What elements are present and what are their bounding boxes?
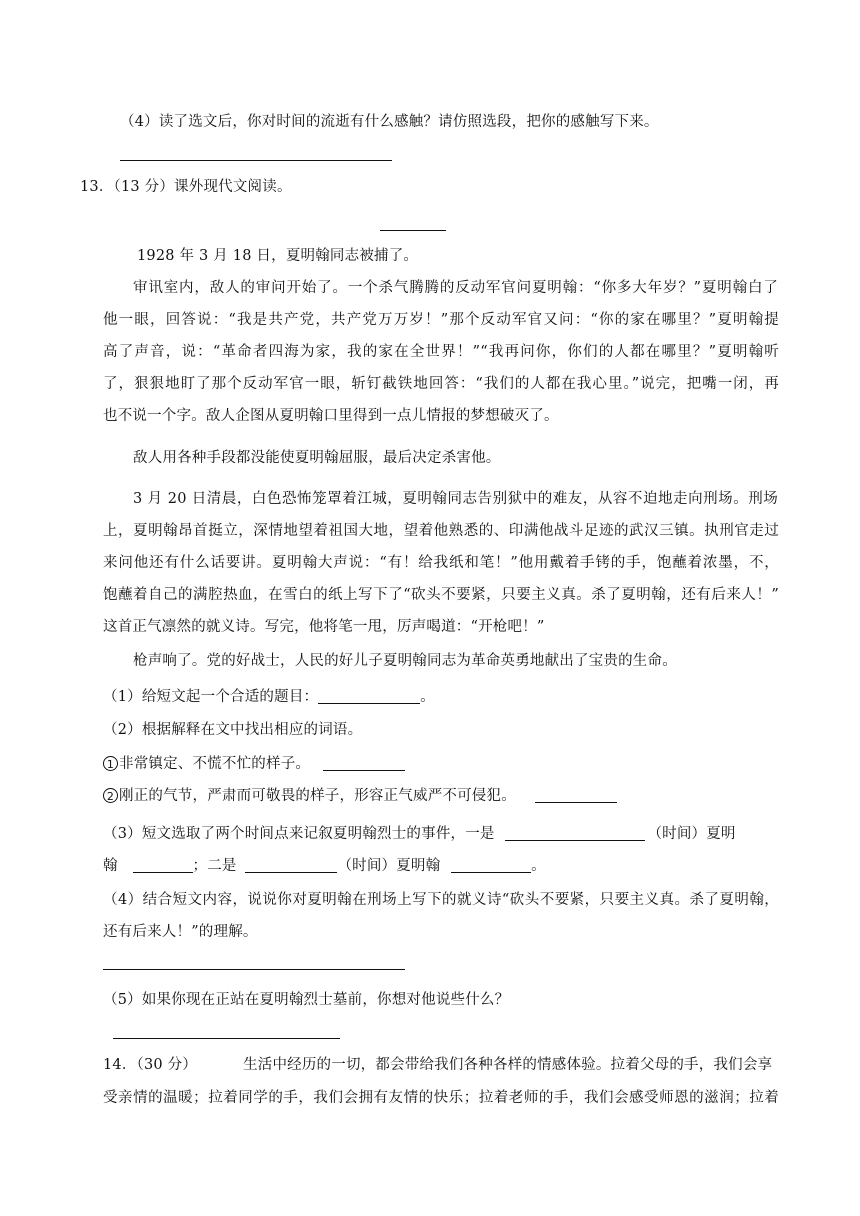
- q14-lead: 14．（30 分）: [103, 1057, 198, 1073]
- passage-p4-line4: 饱蘸着自己的满腔热血，在雪白的纸上写下了“砍头不要紧，只要主义真。杀了夏明翰，还有后来人！”: [103, 587, 779, 603]
- q13-sub3-blank-event2[interactable]: [451, 858, 531, 873]
- passage-p4-line5: 这首正气凛然的就义诗。写完，他将笔一甩，厉声喝道：“开枪吧！”: [103, 619, 545, 635]
- passage-p5: 枪声响了。党的好战士，人民的好儿子夏明翰同志为革命英勇地献出了宝贵的生命。: [133, 653, 677, 669]
- q13-sub2-item1-blank[interactable]: [323, 756, 405, 771]
- passage-p4-line2: 上，夏明翰昂首挺立，深情地望着祖国大地，望着他熟悉的、印满他战斗足迹的武汉三镇。执刑官走过: [103, 523, 779, 539]
- q12-sub4-prompt: （4）读了选文后，你对时间的流逝有什么感触？请仿照选段，把你的感触写下来。: [120, 114, 659, 130]
- passage-p2-line5: 也不说一个字。敌人企图从夏明翰口里得到一点儿情报的梦想破灭了。: [103, 408, 559, 424]
- q13-sub5-prompt: （5）如果你现在正站在夏明翰烈士墓前，你想对他说些什么？: [103, 992, 510, 1008]
- passage-p3: 敌人用各种手段都没能使夏明翰屈服，最后决定杀害他。: [133, 450, 501, 466]
- q14-line1: [103, 1055, 779, 1075]
- q14-line1-text: 生活中经历的一切，都会带给我们各种各样的情感体验。拉着父母的手，我们会享: [243, 1057, 773, 1073]
- circled-number-2: 2: [103, 788, 118, 803]
- q13-sub3-text-c: 翰: [103, 858, 118, 874]
- q13-sub3-text-a: （3）短文选取了两个时间点来记叙夏明翰烈士的事件，一是: [103, 826, 495, 842]
- q13-sub2-item1: [103, 754, 779, 774]
- passage-p2-line2: 他一眼，回答说：“我是共产党，共产党万万岁！”那个反动军官又问：“你的家在哪里？”夏明翰提: [103, 312, 779, 328]
- q13-sub2-item2: [103, 786, 779, 806]
- q13-sub3-line2: [103, 856, 779, 876]
- passage-p1: 1928 年 3 月 18 日，夏明翰同志被捕了。: [137, 248, 419, 264]
- q13-sub4-line2: 还有后来人！”的理解。: [103, 924, 258, 940]
- q13-sub3-text-b: （时间）夏明: [647, 826, 736, 842]
- passage-p2-line4: 了，狠狠地盯了那个反动军官一眼，斩钉截铁地回答：“我们的人都在我心里。”说完，把嘴一闭，再: [103, 376, 779, 392]
- q13-sub3-blank-time2[interactable]: [245, 858, 337, 873]
- q13-sub3-text-d: ；二是: [192, 858, 237, 874]
- passage-p2-line1: 审讯室内，敌人的审问开始了。一个杀气腾腾的反动军官问夏明翰：“你多大年岁？”夏明翰白了: [133, 280, 778, 296]
- q13-sub3-blank-time1[interactable]: [505, 826, 645, 841]
- q13-sub2-item1-text: 非常镇定、不慌不忙的样子。: [119, 756, 311, 772]
- q13-sub1-end: 。: [420, 689, 435, 705]
- q13-sub3-text-f: 。: [531, 858, 546, 874]
- q13-sub1-blank[interactable]: [318, 689, 420, 704]
- q13-sub3-text-e: （时间）夏明翰: [337, 858, 441, 874]
- q12-answer-line[interactable]: [120, 160, 392, 161]
- q13-sub3-blank-event1[interactable]: [133, 858, 193, 873]
- q13-header: 13．（13 分）课外现代文阅读。: [80, 179, 292, 195]
- passage-p4-line3: 来问他还有什么话要讲。夏明翰大声说：“有！给我纸和笔！”他用戴着手铐的手，饱蘸着浓墨，不，: [103, 555, 779, 571]
- circled-number-1: 1: [103, 756, 118, 771]
- q13-sub3-line1: [103, 824, 779, 844]
- passage-p4-line1: 3 月 20 日清晨，白色恐怖笼罩着江城，夏明翰同志告别狱中的难友，从容不迫地走向刑场。刑场: [133, 491, 778, 507]
- q13-sub1-prompt: （1）给短文起一个合适的题目：: [103, 689, 319, 705]
- q13-sub4-answer-line[interactable]: [103, 969, 405, 970]
- q13-sub2-item2-text: 刚正的气节，严肃而可敬畏的样子，形容正气威严不可侵犯。: [119, 788, 516, 804]
- q13-sub4-line1: （4）结合短文内容，说说你对夏明翰在刑场上写下的就义诗“砍头不要紧，只要主义真。杀了夏明翰，: [103, 892, 779, 908]
- q13-sub2-prompt: （2）根据解释在文中找出相应的词语。: [103, 722, 363, 738]
- q13-sub5-answer-line[interactable]: [113, 1038, 340, 1039]
- q13-title-blank[interactable]: [380, 230, 446, 231]
- q13-sub1: [103, 687, 779, 707]
- q13-sub2-item2-blank[interactable]: [535, 788, 617, 803]
- passage-p2-line3: 高了声音，说：“革命者四海为家，我的家在全世界！”“我再问你，你们的人都在哪里？”夏明翰听: [103, 344, 779, 360]
- q14-line2: 受亲情的温暖；拉着同学的手，我们会拥有友情的快乐；拉着老师的手，我们会感受师恩的滋润；拉着: [103, 1090, 779, 1106]
